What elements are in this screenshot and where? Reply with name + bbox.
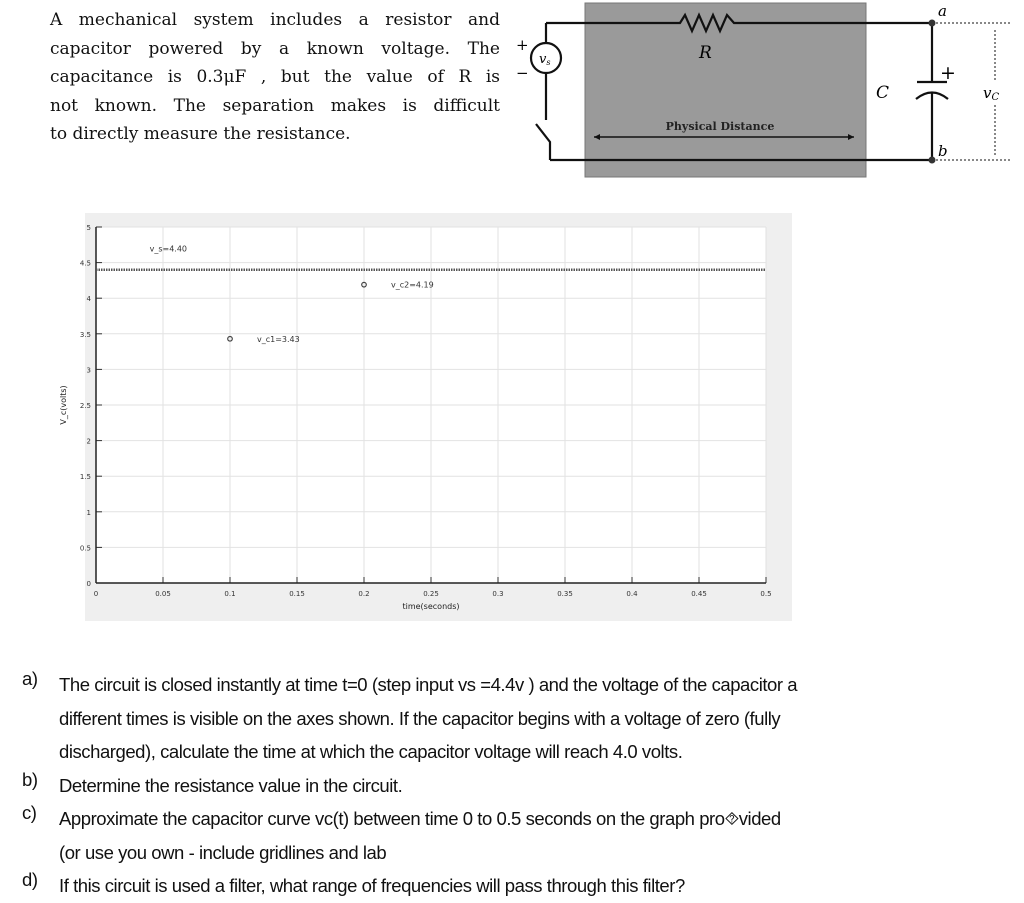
question-b [22,769,1024,803]
source-voltage-label: v_s=4.40 [149,244,188,254]
question-d [22,869,1024,903]
question-a [22,668,1024,769]
y-tick-label: 3.5 [79,330,91,339]
question-line: Determine the resistance value in the circuit. [59,774,403,796]
y-tick-label: 3 [86,366,91,375]
question-label: b) [22,768,38,790]
question-line: The circuit is closed instantly at time t=0 (step input vs =4.4v ) and the voltage of the capacitor a [59,674,798,695]
node-b-label: b [938,142,948,160]
x-tick-label: 0.5 [760,590,772,598]
y-tick-label: 1.5 [79,473,91,482]
distance-label: Physical Distance [665,120,775,133]
problem-line: to directly measure the resistance. [50,124,351,144]
x-axis-label: time(seconds) [402,602,460,611]
y-tick-label: 2 [86,437,91,446]
x-tick-label: 0.35 [557,590,573,598]
y-tick-label: 0.5 [79,544,91,553]
x-tick-label: 0.1 [224,590,236,598]
x-tick-label: 0 [93,590,99,598]
source-minus: − [516,64,529,82]
question-label: a) [22,668,38,689]
x-tick-label: 0.45 [691,590,707,598]
y-tick-label: 4 [86,295,91,304]
question-line: different times is visible on the axes shown. If the capacitor begins with a voltage of zero (fully [59,707,781,729]
y-tick-label: 0 [86,580,91,588]
vc-label: vC [983,84,1000,103]
problem-line: capacitor powered by a known voltage. The [50,38,500,59]
x-tick-label: 0.25 [423,590,439,598]
source-label: vs [539,52,551,67]
question-line: (or use you own - include gridlines and lab [59,841,387,863]
question-line: If this circuit is used a filter, what range of frequencies will pass through this filter? [59,875,685,896]
x-tick-label: 0.3 [492,590,504,598]
capacitor-plus: + [940,62,956,84]
capacitor-label: C [876,83,890,103]
y-axis-label: V_c(volts) [59,385,68,425]
data-point-label: v_c2=4.19 [391,280,434,290]
question-line: Approximate the capacitor curve vc(t) between time 0 to 0.5 seconds on the graph pro⯑vided [59,808,781,829]
y-tick-label: 4.5 [79,259,91,268]
x-tick-label: 0.4 [626,590,638,598]
question-c [22,802,1024,869]
question-label: d) [22,869,38,890]
problem-line: not known. The separation makes is difficult [50,95,500,116]
x-tick-label: 0.2 [358,590,370,598]
y-tick-label: 5 [86,224,91,232]
resistor-label: R [699,43,712,63]
x-tick-label: 0.15 [289,590,305,598]
x-tick-label: 0.05 [155,590,171,598]
problem-line: A mechanical system includes a resistor and [50,10,500,30]
data-point-label: v_c1=3.43 [257,334,300,344]
question-list [22,668,1024,903]
problem-line: capacitance is 0.3μF , but the value of R is [50,67,500,87]
question-label: c) [22,802,37,823]
source-plus: + [516,36,529,54]
node-a-label: a [938,2,947,20]
y-tick-label: 1 [86,508,91,517]
question-line: discharged), calculate the time at which the capacitor voltage will reach 4.0 volts. [59,741,683,762]
y-tick-label: 2.5 [79,402,91,410]
